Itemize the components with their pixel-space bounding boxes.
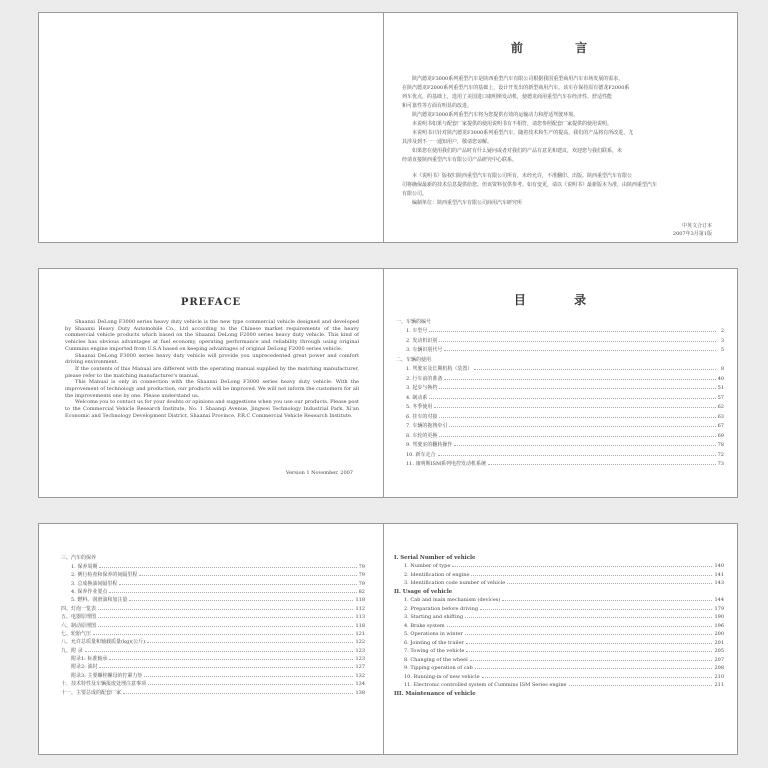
foreword-title: 前 言 (510, 41, 612, 55)
toc-entry (394, 629, 724, 638)
toc-entry (396, 334, 724, 344)
toc-entry (396, 382, 724, 392)
toc-entry-label: 3. 起步与换档 (406, 385, 438, 391)
foreword-line: 其涉及到不一一通知用户，敬请您谅解。 (402, 139, 493, 145)
toc-page-number: 79 (358, 580, 365, 587)
toc-page-number: 78 (717, 442, 724, 448)
spread-foreword (38, 12, 738, 243)
toc-entry (396, 401, 724, 411)
toc-leader-dots (439, 388, 715, 389)
toc-entry-label: 1. Cab and main mechanism (devices) (404, 597, 501, 603)
toc-title: 目 录 (513, 293, 609, 307)
toc-section (61, 637, 365, 645)
toc-entry-label: 3. Starting and shifting (404, 614, 464, 620)
toc-entry (396, 448, 724, 458)
toc-leader-dots (444, 350, 716, 351)
toc-entry-label: 八、允许总质量和轴载质量(kg)(公斤) (61, 639, 146, 646)
foreword-line: 和可靠性等方面有明显的改进。 (402, 103, 473, 109)
toc-entry (396, 391, 724, 401)
toc-section (396, 353, 724, 363)
toc-entry-label: 6. 挂车的对接 (406, 413, 438, 420)
toc-leader-dots (98, 617, 353, 618)
toc-entry-label: 七、轮胎气压 (61, 630, 92, 637)
toc-entry-label: 5. 冬季使用 (406, 404, 433, 410)
toc-section (394, 586, 724, 595)
toc-entry (396, 429, 724, 439)
toc-section (61, 603, 365, 611)
toc-page-number: 69 (717, 432, 724, 439)
toc-leader-dots (480, 609, 712, 610)
toc-leader-dots (109, 659, 353, 660)
toc-entry-label: 1. 保养周期 (71, 563, 98, 570)
toc-entry-label: 3. 总成换油间隔里程 (71, 580, 118, 587)
toc-page-number: 73 (717, 461, 724, 467)
toc-leader-dots (148, 684, 353, 685)
toc-page-number: 122 (355, 639, 365, 646)
toc-entry (394, 578, 724, 587)
toc-entry (396, 439, 724, 449)
toc-leader-dots (569, 685, 713, 686)
toc-page-number: 200 (714, 631, 724, 637)
toc-leader-dots (439, 436, 715, 437)
toc-entry (394, 671, 724, 680)
toc-entry-label: 4. 保养作业要点 (71, 588, 108, 595)
foreword-line: 陕汽德龙F3000系列重型汽车将为您提供有效的运输动力和舒适驾驶环境。 (412, 112, 579, 118)
edition-label: 中英文合订本 (681, 223, 712, 229)
toc-leader-dots (434, 407, 715, 408)
toc-page-number: 79 (358, 572, 365, 579)
toc-entry (394, 612, 724, 621)
toc-entry-label: 四、灯泡一览表 (61, 605, 97, 612)
toc-page-number: 2 (720, 328, 724, 334)
toc-page-number: 5 (720, 347, 724, 353)
toc-page-number: 40 (717, 375, 724, 382)
foreword-line: 如果您在使用我们的产品时有什么疑问或者对我们的产品有意见和建议，欢迎您与我们联系，未 (412, 148, 623, 154)
toc-leader-dots (123, 693, 353, 694)
toc-section (394, 688, 724, 697)
toc-entry-label: 3. 车辆识别代号 (406, 347, 443, 353)
toc-continued-list (61, 553, 365, 696)
toc-entry-label: 10. 新车走合 (406, 451, 436, 458)
foreword-line: 本说明书只针对陕汽德龙F3000系列重型汽车，随着技术和生产的提高，我们的产品将有所改进，尤 (412, 130, 634, 136)
toc-leader-dots (429, 398, 715, 399)
toc-page-number: 132 (355, 672, 365, 679)
toc-leader-dots (474, 369, 716, 370)
toc-leader-dots (449, 426, 715, 427)
toc-section (61, 553, 365, 561)
preface-version: Version 1 November, 2007 (285, 470, 353, 476)
toc-section (61, 687, 365, 695)
spread-preface-toc (38, 268, 738, 498)
toc-entry (394, 637, 724, 646)
toc-leader-dots (109, 592, 356, 593)
toc-continued-page (39, 524, 383, 754)
toc-page-number: 112 (355, 605, 365, 612)
toc-entry-label: 1. Number of type (404, 563, 451, 569)
toc-leader-dots (471, 575, 712, 576)
toc-leader-dots (98, 609, 353, 610)
toc-leader-dots (429, 331, 716, 332)
toc-entry-label: 2. Identification of engine (404, 571, 470, 578)
toc-entry (394, 620, 724, 629)
toc-leader-dots (93, 634, 353, 635)
toc-entry (394, 654, 724, 663)
toc-page-number: 211 (714, 682, 724, 688)
toc-entry-label: 8. Changing of the wheel (404, 656, 468, 663)
toc-leader-dots (147, 642, 353, 643)
toc-leader-dots (439, 417, 715, 418)
toc-page-number: 138 (355, 689, 365, 696)
toc-leader-dots (139, 575, 356, 576)
foreword-line: 司将确保最新的技术信息提供给您，但该资料仅供参考。如有变更，请以《说明书》最新版本为准，由陕西重型汽车 (402, 182, 658, 188)
toc-page-number: 67 (717, 423, 724, 429)
toc-page-number: 8 (720, 366, 724, 372)
toc-entry (394, 561, 724, 570)
toc-page-number: 140 (714, 563, 724, 569)
toc-entry (61, 670, 365, 678)
toc-entry-label: 附录2: 油封 (71, 664, 98, 671)
toc-page-number: 210 (714, 673, 724, 680)
toc-page-number: 123 (355, 647, 365, 654)
toc-entry-label: 2. 行车前的准备 (406, 375, 443, 382)
toc-page-number: 121 (355, 630, 365, 637)
toc-page-number: 179 (714, 605, 724, 612)
foreword-body (402, 75, 724, 208)
toc-entry-label: 8. 车轮的更换 (406, 432, 438, 439)
toc-section (61, 620, 365, 628)
toc-entry-label: 10. Running-in of new vehicle (404, 673, 480, 680)
toc-section (61, 629, 365, 637)
toc-leader-dots (98, 626, 353, 627)
toc-entry-label: 4. 制动系 (406, 394, 428, 401)
toc-entry-label: 二、车辆的使用 (396, 356, 432, 363)
toc-page-number: 144 (714, 597, 724, 603)
foreword-line: 列车优点，的基础上，选用了美国进口康明斯发动机，使德龙商用重型汽车在经济性、舒适性能 (402, 94, 613, 100)
toc-page-number: 207 (714, 656, 724, 663)
toc-page-number: 113 (355, 614, 365, 621)
foreword-line: 编制单位：陕西重型汽车有限公司商用汽车研究所 (412, 200, 523, 206)
toc-page-number: 205 (714, 648, 724, 654)
toc-page-number: 118 (355, 622, 365, 629)
toc-section (61, 679, 365, 687)
toc-leader-dots (482, 677, 713, 678)
foreword-line: 本《说明书》版权归陕西重型汽车有限公司所有，未经允许，不准翻印、出版。陕西重型汽车有限公 (412, 173, 633, 179)
toc-entry-label: 7. Towing of the vehicle (404, 648, 465, 654)
toc-entry (394, 646, 724, 655)
toc-entry-label: II. Usage of vehicle (394, 588, 453, 595)
toc-page-number: 72 (717, 451, 724, 458)
toc-page-number: 141 (714, 571, 724, 578)
toc-leader-dots (119, 584, 356, 585)
toc-page-number: 82 (358, 588, 365, 595)
toc-leader-dots (85, 651, 354, 652)
foreword-signature (673, 222, 712, 238)
toc-leader-dots (466, 651, 712, 652)
toc-leader-dots (454, 445, 715, 446)
foreword-page (384, 13, 738, 242)
toc-leader-dots (502, 600, 712, 601)
preface-paragraph: If the contents of this Manual are different with the operating manual supplied by the matching manufacturer, please refer to the matching manufacturer's manual. (65, 365, 359, 379)
toc-entry-label: III. Maintenance of vehicle (394, 690, 476, 697)
toc-entry-label: 6. Jointing of the trailer (404, 639, 464, 646)
toc-entry-label: 1. 驾驶室及长期机构（装置） (406, 366, 473, 372)
toc-page-number: 127 (355, 664, 365, 671)
toc-leader-dots (470, 660, 713, 661)
toc-entry (394, 595, 724, 604)
preface-paragraph: This Manual is only in connection with the Shaanxi DeLong F3000 series heavy duty vehicle. With the improvement of technology and production, our products will be improved. We will not inform the customers for all the improvements one by one. Please understand us. (65, 379, 359, 399)
toc-page-number: 143 (714, 580, 724, 586)
contents-english-page (384, 524, 738, 754)
preface-page (39, 269, 383, 497)
toc-entry-label: 3. Identification code number of vehicle (404, 580, 506, 586)
toc-entry-label: 2. Preparation before driving (404, 605, 479, 612)
toc-page-number: 51 (717, 385, 724, 391)
toc-entry (61, 561, 365, 569)
toc-entry-label: 附录1: 标准轴承 (71, 656, 108, 663)
toc-page-number: 196 (714, 622, 724, 629)
toc-entry (61, 662, 365, 670)
toc-entry (396, 363, 724, 373)
toc-entry (396, 372, 724, 382)
toc-page (384, 269, 738, 497)
foreword-line: 陕汽德龙F3000系列重型汽车是陕西重型汽车有限公司根据我国重型商用汽车市场发展的需求， (412, 76, 624, 82)
toc-list (396, 315, 724, 467)
toc-entry (394, 663, 724, 672)
toc-entry (61, 595, 365, 603)
toc-entry (396, 344, 724, 354)
toc-entry-label: 三、汽车的保养 (61, 555, 97, 562)
toc-entry (396, 325, 724, 335)
toc-entry-label: 5. 燃料、润滑油和加注量 (71, 597, 128, 604)
edition-date: 2007年3月第1版 (672, 231, 712, 237)
spread-contents (38, 523, 738, 755)
toc-section (394, 552, 724, 561)
toc-entry-label: 一、车辆的编号 (396, 318, 432, 325)
toc-entry-label: 附录3: 主要螺栓螺母的拧紧力矩 (71, 672, 143, 679)
toc-leader-dots (465, 634, 713, 635)
toc-page-number: 190 (714, 614, 724, 620)
toc-entry-label: 五、电器原理图 (61, 614, 97, 621)
toc-page-number: 201 (714, 639, 724, 646)
foreword-line: 在陕汽德龙F2000系列重型汽车的基础上，设计开发出的新型商用汽车。该车在保持原有德龙F2000系 (402, 85, 630, 91)
toc-leader-dots (439, 341, 716, 342)
toc-page-number: 57 (717, 394, 724, 401)
toc-entry-label: 1. 车型号 (406, 328, 428, 334)
toc-leader-dots (99, 567, 356, 568)
toc-entry-label: 九、附 录 (61, 647, 83, 654)
foreword-line: 本说明书如果与配套厂家提供的使用说明书有不相符，请您参照配套厂家提供的使用说明。 (412, 121, 613, 127)
toc-leader-dots (507, 583, 712, 584)
preface-title: PREFACE (180, 297, 242, 308)
toc-entry-label: 9. 驾驶室的翻转操作 (406, 442, 453, 448)
toc-entry-label: I. Serial Number of vehicle (394, 554, 476, 561)
toc-entry (61, 654, 365, 662)
toc-leader-dots (452, 566, 712, 567)
toc-leader-dots (465, 617, 712, 618)
toc-section (396, 315, 724, 325)
toc-leader-dots (438, 455, 716, 456)
toc-entry (396, 458, 724, 468)
toc-entry-label: 六、制动原理图 (61, 622, 97, 629)
toc-page-number: 79 (358, 563, 365, 570)
blank-page (39, 13, 383, 242)
toc-leader-dots (129, 600, 353, 601)
toc-entry (61, 570, 365, 578)
foreword-line: 经请直接陕西重型汽车有限公司产品研究中心联系。 (402, 157, 518, 163)
toc-page-number: 63 (717, 413, 724, 420)
toc-entry-label: 4. Brake system (404, 622, 445, 629)
toc-section (61, 612, 365, 620)
toc-entry-label: 2. 例行检查和保养的间隔里程 (71, 572, 138, 579)
toc-entry-label: 十、技术特性及车辆报废处理注意事项 (61, 681, 147, 688)
toc-entry (61, 587, 365, 595)
preface-paragraph: Shaanxi DeLong F3000 series heavy duty vehicle is the new type commercial vehicle designed and developed by Shaanxi Heavy Duty Automobile Co., Ltd according to the Chinese market requirements of the heavy commercial vehicle products which based on the Shaanxi DeLong F2000 series heavy duty vehicle. This kind of vehicles has obvious advantages at fuel economy, operating performance and reliability through using original Cummins engine imported from U.S.A based on keeping advantages of original DeLong F2000 series vehicle. (65, 319, 359, 352)
toc-entry (396, 410, 724, 420)
toc-entry-label: 11. 康明斯ISM系列电控发动机系统 (406, 461, 487, 467)
toc-page-number: 208 (714, 665, 724, 671)
toc-leader-dots (475, 668, 713, 669)
toc-entry (394, 680, 724, 689)
toc-entry (396, 420, 724, 430)
toc-entry-label: 7. 车辆的拖拽牵引 (406, 423, 448, 429)
toc-section (61, 645, 365, 653)
toc-page-number: 134 (355, 681, 365, 688)
toc-entry-label: 2. 发动机识别 (406, 337, 438, 344)
toc-page-number: 62 (717, 404, 724, 410)
toc-entry (61, 578, 365, 586)
toc-leader-dots (99, 667, 353, 668)
toc-leader-dots (444, 379, 715, 380)
toc-leader-dots (144, 676, 353, 677)
toc-entry-label: 5. Operations in winter (404, 631, 463, 637)
toc-leader-dots (466, 643, 712, 644)
toc-page-number: 123 (355, 656, 365, 663)
toc-entry-label: 十一、主要总成的配套厂家 (61, 689, 122, 696)
toc-entry-label: 9. Tipping operation of cab (404, 665, 473, 671)
foreword-line: 有限公司。 (402, 191, 428, 197)
toc-leader-dots (488, 464, 716, 465)
contents-english-list (394, 552, 724, 697)
toc-page-number: 118 (355, 597, 365, 604)
toc-entry (394, 603, 724, 612)
toc-leader-dots (447, 626, 713, 627)
toc-page-number: 3 (720, 337, 724, 344)
toc-entry-label: 11. Electronic controlled system of Cummins ISM Series engine (404, 682, 567, 688)
preface-paragraph: Welcome you to contact us for your doubts or opinions and suggestions when you use our products. Please post to the Commercial Vehicle Research Institute, No. 1 Shaanqi Avenue, Jingwei Technology Industrial Park, Xi'an Economic and Technology Development District, Shaanxi Province, P.R.C Commercial Vehicle Research Institute. (65, 399, 359, 419)
preface-paragraph: Shaanxi DeLong F3000 series heavy duty vehicle will provide you unprecedented great power and comfort driving environment. (65, 352, 359, 366)
toc-entry (394, 569, 724, 578)
preface-body (65, 319, 359, 420)
